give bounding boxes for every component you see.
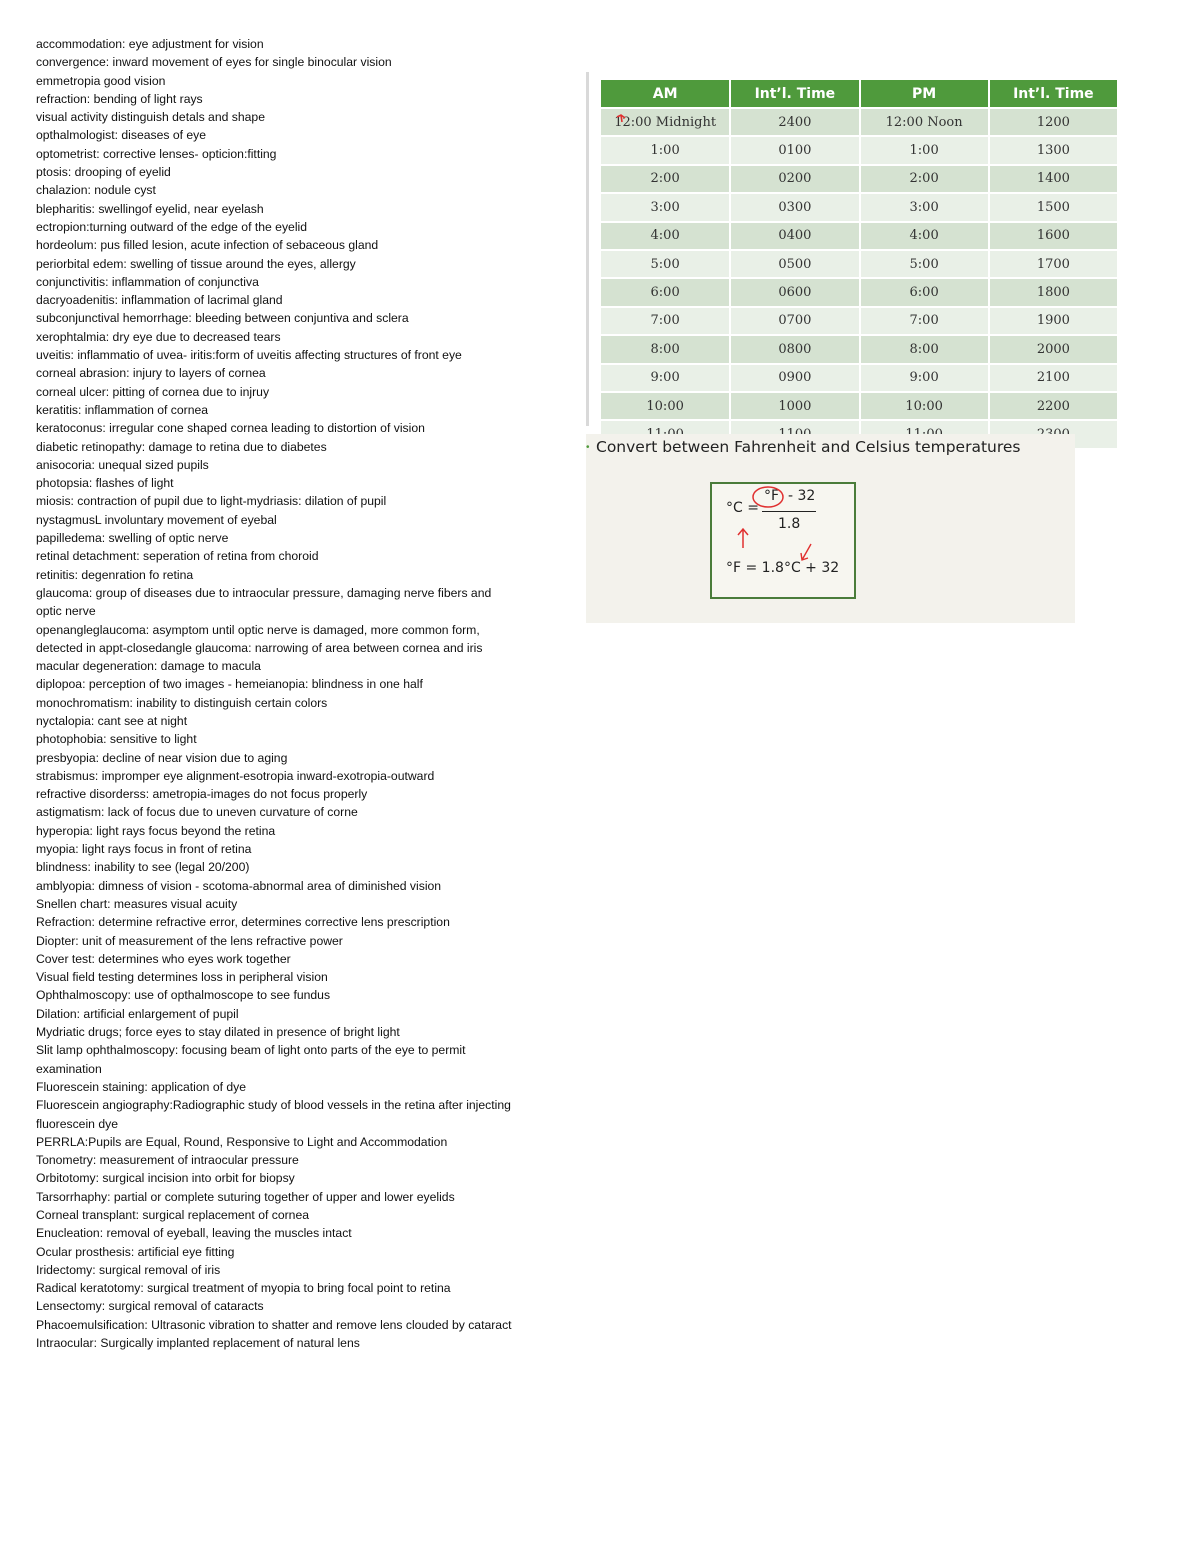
note-line: Intraocular: Surgically implanted replacement of natural lens xyxy=(36,1336,360,1351)
denominator: 1.8 xyxy=(778,516,801,532)
table-row xyxy=(601,193,1118,221)
note-line: presbyopia: decline of near vision due to aging xyxy=(36,750,288,765)
intl-time-am-cell: 2400 xyxy=(730,108,859,136)
note-line: PERRLA:Pupils are Equal, Round, Responsive to Light and Accommodation xyxy=(36,1134,448,1149)
intl-time-am-cell: 0200 xyxy=(730,165,859,193)
note-line: dacryoadenitis: inflammation of lacrimal gland xyxy=(36,293,283,308)
note-line: corneal ulcer: pitting of cornea due to injruy xyxy=(36,384,270,399)
note-line: Dilation: artificial enlargement of pupil xyxy=(36,1006,239,1021)
intl-time-am-cell: 0600 xyxy=(730,278,859,306)
note-line: Phacoemulsification: Ultrasonic vibration to shatter and remove lens clouded by cataract xyxy=(36,1317,512,1332)
intl-time-pm-cell: 2200 xyxy=(989,392,1118,420)
conversion-title: Convert between Fahrenheit and Celsius temperatures xyxy=(596,438,1021,456)
fraction-bar xyxy=(762,511,816,512)
note-line: Ophthalmoscopy: use of opthalmoscope to see fundus xyxy=(36,988,331,1003)
note-line: xerophtalmia: dry eye due to decreased tears xyxy=(36,329,281,344)
header-am: AM xyxy=(601,80,730,108)
am-time-cell: 10:00 xyxy=(601,392,730,420)
pm-time-cell: 4:00 xyxy=(860,222,989,250)
pm-time-cell: 10:00 xyxy=(860,392,989,420)
intl-time-pm-cell: 1200 xyxy=(989,108,1118,136)
intl-time-am-cell: 0800 xyxy=(730,335,859,363)
note-line: myopia: light rays focus in front of retina xyxy=(36,842,252,857)
intl-time-pm-cell: 1800 xyxy=(989,278,1118,306)
table-header-row xyxy=(601,80,1118,108)
note-line: blepharitis: swellingof eyelid, near eyelash xyxy=(36,201,264,216)
note-line: Iridectomy: surgical removal of iris xyxy=(36,1262,221,1277)
study-notes xyxy=(36,35,514,1352)
note-line: miosis: contraction of pupil due to light-mydriasis: dilation of pupil xyxy=(36,494,387,509)
intl-time-am-cell: 0500 xyxy=(730,250,859,278)
am-time-cell: 3:00 xyxy=(601,193,730,221)
intl-time-pm-cell: 2100 xyxy=(989,364,1118,392)
note-line: emmetropia good vision xyxy=(36,73,166,88)
note-line: hyperopia: light rays focus beyond the retina xyxy=(36,823,276,838)
note-line: Snellen chart: measures visual acuity xyxy=(36,896,238,911)
pm-time-cell: 8:00 xyxy=(860,335,989,363)
note-line: keratitis: inflammation of cornea xyxy=(36,402,209,417)
table-row xyxy=(601,307,1118,335)
note-line: Tarsorrhaphy: partial or complete suturing together of upper and lower eyelids xyxy=(36,1189,455,1204)
note-line: glaucoma: group of diseases due to intraocular pressure, damaging nerve fibers and optic nerve xyxy=(36,585,492,619)
header-pm: PM xyxy=(860,80,989,108)
note-line: Tonometry: measurement of intraocular pressure xyxy=(36,1153,299,1168)
fahrenheit-formula: °F = 1.8°C + 32 xyxy=(726,560,840,576)
note-line: Diopter: unit of measurement of the lens refractive power xyxy=(36,933,343,948)
am-time-cell: 5:00 xyxy=(601,250,730,278)
celsius-lhs: °C = xyxy=(726,500,759,516)
intl-time-pm-cell: 1500 xyxy=(989,193,1118,221)
temperature-conversion-slide xyxy=(586,434,1075,623)
intl-time-am-cell: 0700 xyxy=(730,307,859,335)
intl-time-pm-cell: 2000 xyxy=(989,335,1118,363)
note-line: ectropion:turning outward of the edge of the eyelid xyxy=(36,219,308,234)
table-row xyxy=(601,335,1118,363)
note-line: Cover test: determines who eyes work together xyxy=(36,951,291,966)
note-line: uveitis: inflammatio of uvea- iritis:form of uveitis affecting structures of front eye xyxy=(36,348,462,363)
intl-time-pm-cell: 1700 xyxy=(989,250,1118,278)
pm-time-cell: 7:00 xyxy=(860,307,989,335)
red-up-arrow-icon xyxy=(736,526,750,550)
note-line: Slit lamp ophthalmoscopy: focusing beam of light onto parts of the eye to permit examination xyxy=(36,1043,466,1076)
intl-time-pm-cell: 1300 xyxy=(989,136,1118,164)
note-line: diabetic retinopathy: damage to retina due to diabetes xyxy=(36,439,327,454)
note-line: Fluorescein staining: application of dye xyxy=(36,1079,247,1094)
pm-time-cell: 6:00 xyxy=(860,278,989,306)
formula-box xyxy=(710,482,856,599)
note-line: Fluorescein angiography:Radiographic study of blood vessels in the retina after injecting fluorescein dye xyxy=(36,1098,511,1131)
am-time-cell: 7:00 xyxy=(601,307,730,335)
note-line: periorbital edem: swelling of tissue around the eyes, allergy xyxy=(36,256,356,271)
intl-time-pm-cell: 1400 xyxy=(989,165,1118,193)
note-line: openangleglaucoma: asymptom until optic nerve is damaged, more common form, detected in appt-closedangle glaucoma: narrowing of area between cornea and iris xyxy=(36,622,483,655)
note-line: amblyopia: dimness of vision - scotoma-abnormal area of diminished vision xyxy=(36,878,442,893)
table-row xyxy=(601,392,1118,420)
numerator-fahrenheit: °F xyxy=(764,488,780,504)
header-intl-time-pm: Int’l. Time xyxy=(989,80,1118,108)
table-row xyxy=(601,222,1118,250)
intl-time-pm-cell: 1900 xyxy=(989,307,1118,335)
intl-time-pm-cell: 1600 xyxy=(989,222,1118,250)
note-line: retinal detachment: seperation of retina from choroid xyxy=(36,549,319,564)
table-row xyxy=(601,108,1118,136)
note-line: chalazion: nodule cyst xyxy=(36,183,156,198)
note-line: subconjunctival hemorrhage: bleeding between conjuntiva and sclera xyxy=(36,311,409,326)
intl-time-am-cell: 0400 xyxy=(730,222,859,250)
table-row xyxy=(601,364,1118,392)
intl-time-am-cell: 0900 xyxy=(730,364,859,392)
note-line: diplopoa: perception of two images - hemeianopia: blindness in one half xyxy=(36,677,423,692)
am-time-cell: 2:00 xyxy=(601,165,730,193)
note-line: astigmatism: lack of focus due to uneven curvature of corne xyxy=(36,805,358,820)
note-line: papilledema: swelling of optic nerve xyxy=(36,531,229,546)
pm-time-cell: 9:00 xyxy=(860,364,989,392)
note-line: Orbitotomy: surgical incision into orbit for biopsy xyxy=(36,1171,295,1186)
note-line: photopsia: flashes of light xyxy=(36,476,174,491)
note-line: conjunctivitis: inflammation of conjunctiva xyxy=(36,274,259,289)
note-line: optometrist: corrective lenses- opticion:fitting xyxy=(36,146,277,161)
am-time-cell: 6:00 xyxy=(601,278,730,306)
note-line: nystagmusL involuntary movement of eyebal xyxy=(36,512,277,527)
note-line: Mydriatic drugs; force eyes to stay dilated in presence of bright light xyxy=(36,1025,400,1040)
numerator-minus-32: - 32 xyxy=(788,488,816,504)
note-line: Corneal transplant: surgical replacement of cornea xyxy=(36,1208,310,1222)
am-time-cell: 9:00 xyxy=(601,364,730,392)
note-line: visual activity distinguish detals and shape xyxy=(36,110,265,125)
pm-time-cell: 5:00 xyxy=(860,250,989,278)
note-line: Refraction: determine refractive error, determines corrective lens prescription xyxy=(36,915,450,930)
note-line: refractive disorderss: ametropia-images do not focus properly xyxy=(36,787,368,802)
note-line: accommodation: eye adjustment for vision xyxy=(36,37,264,51)
note-line: keratoconus: irregular cone shaped cornea leading to distortion of vision xyxy=(36,421,425,436)
note-line: ptosis: drooping of eyelid xyxy=(36,165,171,180)
bullet-icon: • xyxy=(586,442,590,453)
note-line: monochromatism: inability to distinguish certain colors xyxy=(36,695,328,710)
pm-time-cell: 2:00 xyxy=(860,165,989,193)
am-time-cell: 8:00 xyxy=(601,335,730,363)
red-check-mark-icon xyxy=(615,112,629,126)
intl-time-am-cell: 0100 xyxy=(730,136,859,164)
red-down-arrow-icon xyxy=(798,542,814,564)
note-line: Radical keratotomy: surgical treatment of myopia to bring focal point to retina xyxy=(36,1281,451,1296)
am-time-cell: 1:00 xyxy=(601,136,730,164)
note-line: Ocular prosthesis: artificial eye fitting xyxy=(36,1244,235,1259)
time-conversion-table xyxy=(601,80,1119,448)
note-line: refraction: bending of light rays xyxy=(36,91,203,106)
note-line: anisocoria: unequal sized pupils xyxy=(36,457,209,472)
pm-time-cell: 1:00 xyxy=(860,136,989,164)
pm-time-cell: 3:00 xyxy=(860,193,989,221)
pm-time-cell: 12:00 Noon xyxy=(860,108,989,136)
table-row xyxy=(601,250,1118,278)
note-line: Lensectomy: surgical removal of cataracts xyxy=(36,1299,264,1314)
am-time-cell: 12:00 Midnight xyxy=(601,108,730,136)
table-row xyxy=(601,165,1118,193)
red-circle-annotation-icon xyxy=(750,484,786,510)
note-line: corneal abrasion: injury to layers of cornea xyxy=(36,366,266,381)
note-line: blindness: inability to see (legal 20/200) xyxy=(36,860,250,875)
note-line: Visual field testing determines loss in peripheral vision xyxy=(36,970,328,985)
note-line: hordeolum: pus filled lesion, acute infection of sebaceous gland xyxy=(36,238,379,253)
note-line: Enucleation: removal of eyeball, leaving the muscles intact xyxy=(36,1226,352,1241)
note-line: convergence: inward movement of eyes for single binocular vision xyxy=(36,55,392,70)
time-conversion-slide xyxy=(586,72,1123,426)
am-time-cell: 4:00 xyxy=(601,222,730,250)
note-line: strabismus: impromper eye alignment-esotropia inward-exotropia-outward xyxy=(36,768,435,783)
table-row xyxy=(601,278,1118,306)
note-line: macular degeneration: damage to macula xyxy=(36,659,261,674)
note-line: retinitis: degenration fo retina xyxy=(36,567,194,582)
intl-time-am-cell: 1000 xyxy=(730,392,859,420)
note-line: nyctalopia: cant see at night xyxy=(36,713,188,728)
header-intl-time-am: Int’l. Time xyxy=(730,80,859,108)
table-row xyxy=(601,136,1118,164)
note-line: opthalmologist: diseases of eye xyxy=(36,128,207,143)
note-line: photophobia: sensitive to light xyxy=(36,732,197,747)
intl-time-am-cell: 0300 xyxy=(730,193,859,221)
